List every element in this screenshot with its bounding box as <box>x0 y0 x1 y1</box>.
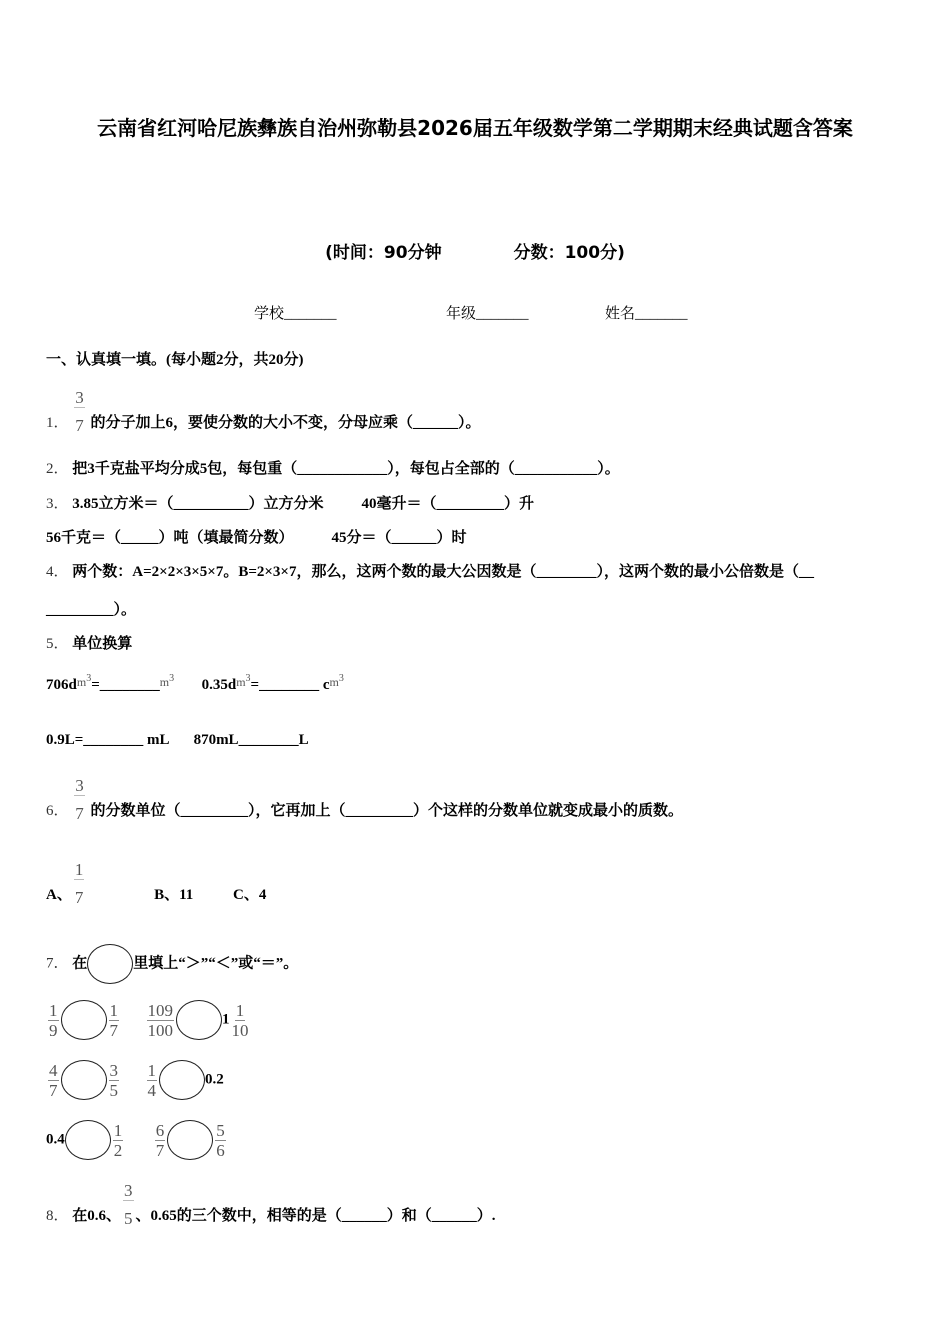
question-5 <box>46 634 132 654</box>
numerator: 1 <box>49 1000 58 1020</box>
decimal-value: 0.4 <box>46 1131 65 1148</box>
question-4 <box>46 562 814 582</box>
question-5-line2 <box>46 730 309 750</box>
denominator: 7 <box>75 804 84 823</box>
unit-m: m <box>236 675 246 689</box>
exponent: 3 <box>86 673 92 684</box>
q-number: 2． <box>46 461 69 477</box>
unit <box>77 675 91 689</box>
fraction <box>48 1061 59 1100</box>
fraction <box>74 860 85 907</box>
exponent: 3 <box>245 673 251 684</box>
compare-circle[interactable] <box>65 1120 111 1160</box>
name-field: 姓名_______ <box>605 306 688 322</box>
unit <box>160 675 174 689</box>
question-6 <box>46 776 684 835</box>
fraction <box>147 1061 158 1100</box>
option-c: C、4 <box>233 886 267 903</box>
q-text: =________ c <box>250 677 330 693</box>
compare-circle[interactable] <box>159 1060 205 1100</box>
numerator: 3 <box>109 1060 118 1080</box>
fraction <box>74 388 85 435</box>
q-number: 3． <box>46 496 69 512</box>
numerator: 1 <box>74 860 84 879</box>
unit-m: m <box>329 675 339 689</box>
exponent: 3 <box>338 673 344 684</box>
compare-row-2 <box>46 1060 224 1100</box>
compare-circle[interactable] <box>176 1000 222 1040</box>
circle-blank <box>87 944 133 984</box>
whole-number: 1 <box>222 1011 230 1028</box>
q-number: 5． <box>46 636 69 652</box>
question-7 <box>46 944 298 984</box>
total-score: 分数：100分) <box>513 243 625 263</box>
q-text: 、0.65的三个数中，相等的是（______）和（______）. <box>135 1207 496 1224</box>
question-5-line1 <box>46 675 344 698</box>
fraction <box>48 1001 59 1040</box>
q-text: 单位换算 <box>72 636 133 652</box>
q-number: 8． <box>46 1207 69 1224</box>
q-text: 706d <box>46 677 77 693</box>
numerator: 1 <box>147 1060 156 1080</box>
denominator: 5 <box>109 1080 118 1100</box>
q-number: 7． <box>46 955 69 972</box>
denominator: 7 <box>109 1020 118 1040</box>
option-a: A、 <box>46 886 72 903</box>
denominator: 9 <box>49 1020 58 1040</box>
fraction <box>109 1001 120 1040</box>
q-text: 的分子加上6，要使分数的大小不变，分母应乘（______）。 <box>90 414 481 431</box>
grade-field: 年级_______ <box>446 306 529 322</box>
time-limit: (时间：90分钟 <box>325 243 442 263</box>
q-text: 在0.6、 <box>72 1207 122 1224</box>
document-title: 云南省红河哈尼族彝族自治州弥勒县2026届五年级数学第二学期期末经典试题含答案 <box>97 116 853 140</box>
question-2 <box>46 459 620 479</box>
decimal-value: 0.2 <box>205 1071 224 1088</box>
compare-row-1 <box>46 1000 251 1040</box>
unit-m: m <box>76 675 87 689</box>
denominator: 7 <box>74 888 84 907</box>
q-text: 56千克＝（_____）吨（填最简分数） <box>46 530 294 546</box>
q-text: 0.9L=________ mL <box>46 732 170 748</box>
q-text: 两个数：A=2×2×3×5×7。B=2×3×7，那么，这两个数的最大公因数是（________），这两个数的最小公倍数是（__ <box>72 564 814 580</box>
denominator: 6 <box>216 1140 225 1160</box>
compare-circle[interactable] <box>61 1060 107 1100</box>
numerator: 3 <box>75 388 84 407</box>
denominator: 4 <box>147 1080 156 1100</box>
fraction <box>155 1121 166 1160</box>
option-b: B、11 <box>154 886 194 903</box>
q-text: 40毫升＝（_________）升 <box>361 496 535 512</box>
question-3 <box>46 494 534 514</box>
numerator: 5 <box>216 1120 225 1140</box>
exam-meta <box>0 238 950 263</box>
question-3-line2 <box>46 528 467 548</box>
section-heading: 一、认真填一填。(每小题2分，共20分) <box>46 352 304 368</box>
q-text: 里填上“＞”“＜”或“＝”。 <box>133 955 299 972</box>
numerator: 1 <box>113 1120 123 1140</box>
numerator: 4 <box>49 1060 58 1080</box>
question-8 <box>46 1181 496 1240</box>
compare-circle[interactable] <box>167 1120 213 1160</box>
q-number: 1． <box>46 414 69 431</box>
denominator: 7 <box>155 1140 165 1160</box>
numerator: 6 <box>155 1120 165 1140</box>
q-text: 的分数单位（_________），它再加上（_________）个这样的分数单位就变成最小的质数。 <box>90 802 684 819</box>
fraction <box>232 1001 249 1040</box>
denominator: 7 <box>49 1080 58 1100</box>
q-text: 870mL________L <box>193 732 309 748</box>
fraction <box>113 1121 124 1160</box>
unit <box>330 675 344 689</box>
compare-circle[interactable] <box>61 1000 107 1040</box>
numerator: 1 <box>235 1000 245 1020</box>
fraction <box>147 1001 175 1040</box>
question-4-line2: _________）。 <box>46 602 137 618</box>
numerator: 109 <box>147 1000 173 1020</box>
denominator: 5 <box>124 1209 133 1228</box>
q-number: 4． <box>46 564 69 580</box>
numerator: 3 <box>75 776 84 795</box>
q-text: 在 <box>72 955 88 972</box>
q-text: 45分＝（______）时 <box>331 530 467 546</box>
exponent: 3 <box>169 673 175 684</box>
q-text: 3.85立方米＝（__________）立方分米 <box>72 496 324 512</box>
q-number: 6． <box>46 802 69 819</box>
unit <box>236 675 250 689</box>
compare-row-3 <box>46 1120 228 1160</box>
fraction <box>109 1061 120 1100</box>
denominator: 100 <box>147 1020 173 1040</box>
denominator: 2 <box>113 1140 123 1160</box>
fraction <box>74 776 85 823</box>
question-6-options <box>46 860 267 919</box>
unit-m: m <box>159 675 170 689</box>
q-text: 把3千克盐平均分成5包，每包重（____________），每包占全部的（___________）。 <box>72 461 620 477</box>
fraction <box>123 1181 134 1228</box>
denominator: 7 <box>75 416 84 435</box>
q-text: =________ <box>91 677 160 693</box>
school-field: 学校_______ <box>254 306 337 322</box>
denominator: 10 <box>231 1020 249 1040</box>
numerator: 1 <box>109 1000 118 1020</box>
numerator: 3 <box>124 1181 133 1200</box>
question-1 <box>46 388 481 447</box>
q-text: 0.35d <box>201 677 237 693</box>
fraction <box>215 1121 226 1160</box>
